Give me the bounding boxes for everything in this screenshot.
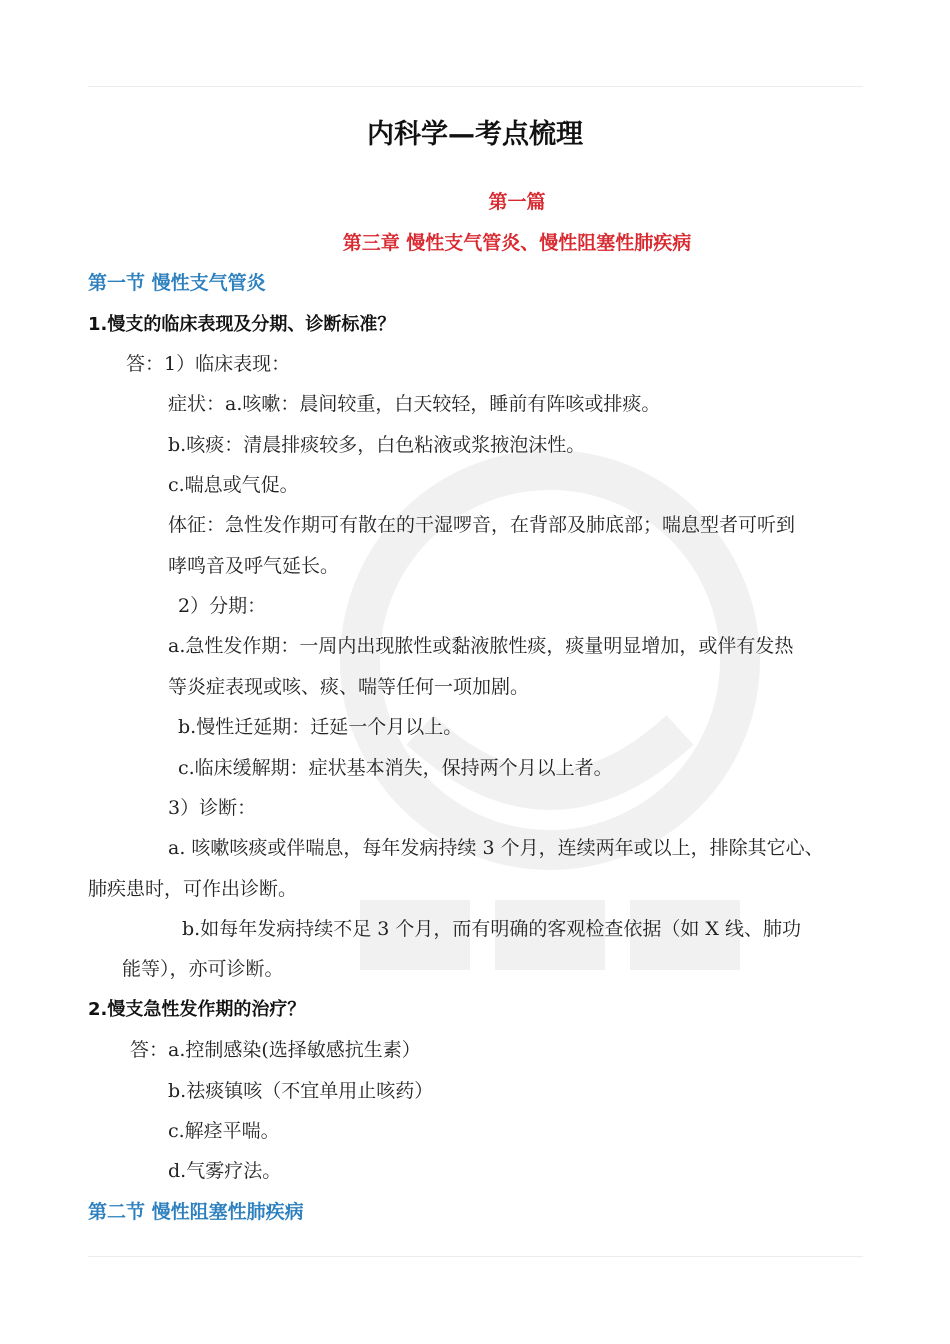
section-heading-1: 第一节 慢性支气管炎 bbox=[88, 272, 266, 294]
answer-line: b.如每年发病持续不足 3 个月，而有明确的客观检查依据（如 X 线、肺功 bbox=[182, 918, 801, 940]
answer-line: 肺疾患时，可作出诊断。 bbox=[88, 878, 298, 900]
question-2: 2.慢支急性发作期的治疗？ bbox=[88, 999, 306, 1020]
answer-line: 等炎症表现或咳、痰、喘等任何一项加剧。 bbox=[168, 676, 530, 698]
answer-line: b.祛痰镇咳（不宜单用止咳药） bbox=[168, 1080, 434, 1102]
answer-line: 症状：a.咳嗽：晨间较重，白天较轻，睡前有阵咳或排痰。 bbox=[168, 393, 661, 415]
page-title: 内科学—考点梳理 bbox=[367, 119, 583, 150]
answer-line: c.喘息或气促。 bbox=[168, 474, 299, 496]
answer-line: 哮鸣音及呼气延长。 bbox=[168, 555, 340, 577]
answer-line: 答：a.控制感染(选择敏感抗生素） bbox=[130, 1039, 421, 1061]
answer-line: b.慢性迁延期：迁延一个月以上。 bbox=[178, 716, 463, 738]
answer-line: a. 咳嗽咳痰或伴喘息，每年发病持续 3 个月，连续两年或以上，排除其它心、 bbox=[168, 837, 824, 859]
answer-line: 3）诊断： bbox=[168, 797, 257, 819]
answer-line: 答：1）临床表现： bbox=[126, 353, 291, 375]
section-heading-2: 第二节 慢性阻塞性肺疾病 bbox=[88, 1201, 304, 1223]
chapter-heading: 第三章 慢性支气管炎、慢性阻塞性肺疾病 bbox=[342, 232, 692, 254]
answer-line: d.气雾疗法。 bbox=[168, 1160, 282, 1182]
part-heading: 第一篇 bbox=[488, 191, 546, 213]
question-1: 1.慢支的临床表现及分期、诊断标准？ bbox=[88, 314, 396, 335]
answer-line: 体征：急性发作期可有散在的干湿啰音，在背部及肺底部；喘息型者可听到 bbox=[168, 514, 796, 536]
bottom-rule bbox=[88, 1256, 863, 1257]
answer-line: a.急性发作期：一周内出现脓性或黏液脓性痰，痰量明显增加，或伴有发热 bbox=[168, 635, 794, 657]
answer-line: 2）分期： bbox=[178, 595, 267, 617]
answer-line: 能等），亦可诊断。 bbox=[122, 958, 284, 980]
answer-line: c.解痉平喘。 bbox=[168, 1120, 280, 1142]
top-rule bbox=[88, 86, 863, 87]
answer-line: b.咳痰：清晨排痰较多，白色粘液或浆掖泡沫性。 bbox=[168, 434, 586, 456]
answer-line: c.临床缓解期：症状基本消失，保持两个月以上者。 bbox=[178, 757, 613, 779]
